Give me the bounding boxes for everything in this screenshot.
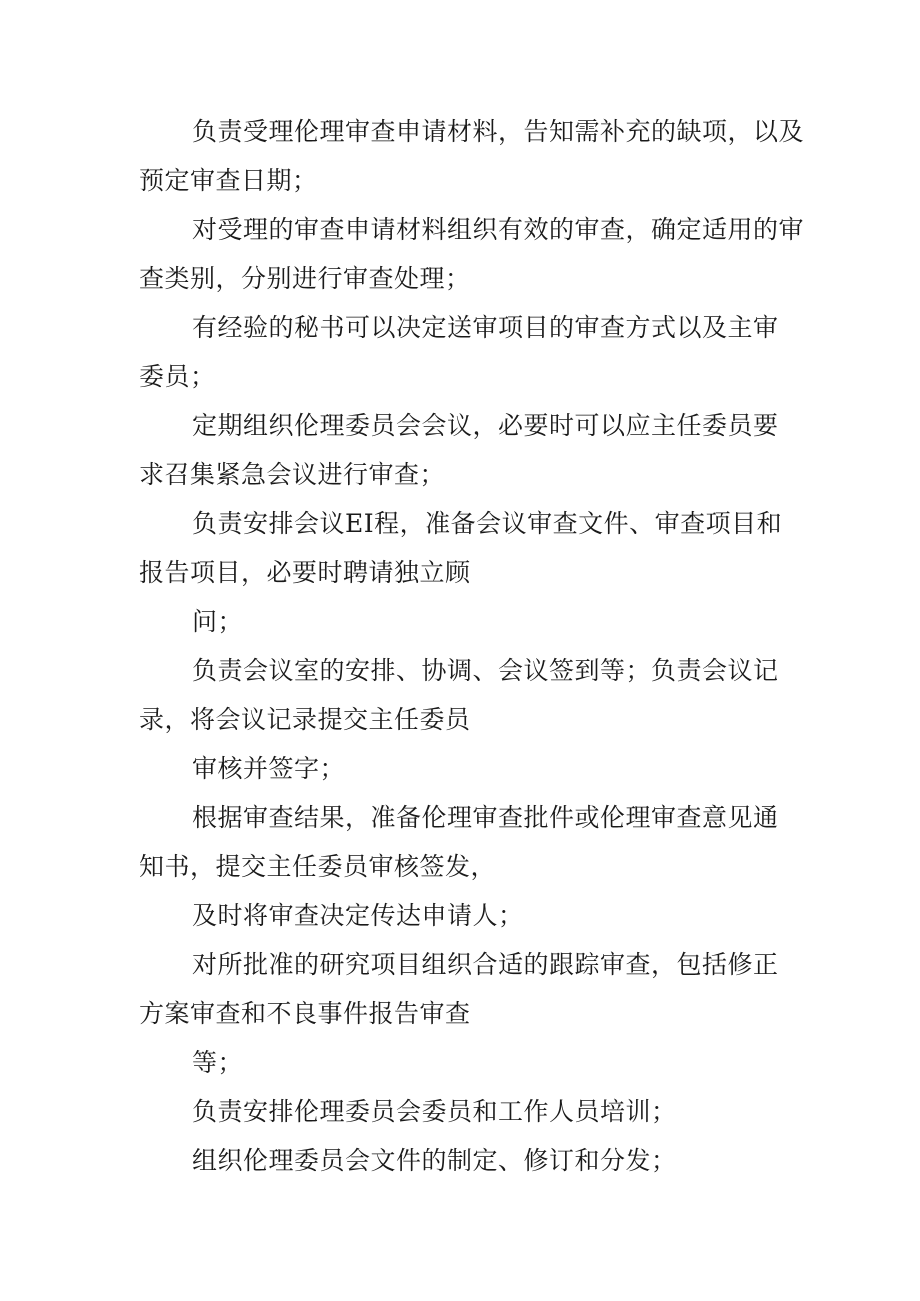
text-line: 负责会议室的安排、协调、会议签到等；负责会议记 <box>192 656 779 685</box>
text-line: 方案审查和不良事件报告审查 <box>139 999 471 1028</box>
text-line: 预定审查日期； <box>139 166 318 195</box>
text-line: 求召集紧急会议进行审查； <box>139 460 446 489</box>
text-line: 有经验的秘书可以决定送审项目的审查方式以及主审 <box>192 313 779 342</box>
text-line: 查类别，分别进行审查处理； <box>139 264 471 293</box>
text-line: 等； <box>192 1048 244 1077</box>
text-line: 报告项目，必要时聘请独立顾 <box>139 558 471 587</box>
text-line: 知书，提交主任委员审核签发， <box>139 852 497 881</box>
text-line: 定期组织伦理委员会会议，必要时可以应主任委员要 <box>192 411 779 440</box>
text-line: 委员； <box>139 362 216 391</box>
text-line: 负责安排伦理委员会委员和工作人员培训； <box>192 1097 677 1126</box>
text-line: 录，将会议记录提交主任委员 <box>139 705 471 734</box>
text-line: 及时将审查决定传达申请人； <box>192 901 524 930</box>
text-line: 审核并签字； <box>192 754 346 783</box>
text-line: 对所批准的研究项目组织合适的跟踪审查，包括修正 <box>192 950 779 979</box>
text-line: 问； <box>192 607 244 636</box>
text-line: 负责受理伦理审查申请材料，告知需补充的缺项，以及 <box>192 117 805 146</box>
text-line: 组织伦理委员会文件的制定、修订和分发； <box>192 1146 677 1175</box>
text-line: 对受理的审查申请材料组织有效的审查，确定适用的审 <box>192 215 805 244</box>
text-line: 负责安排会议EI程，准备会议审查文件、审查项目和 <box>192 509 783 538</box>
text-line: 根据审查结果，准备伦理审查批件或伦理审查意见通 <box>192 803 779 832</box>
